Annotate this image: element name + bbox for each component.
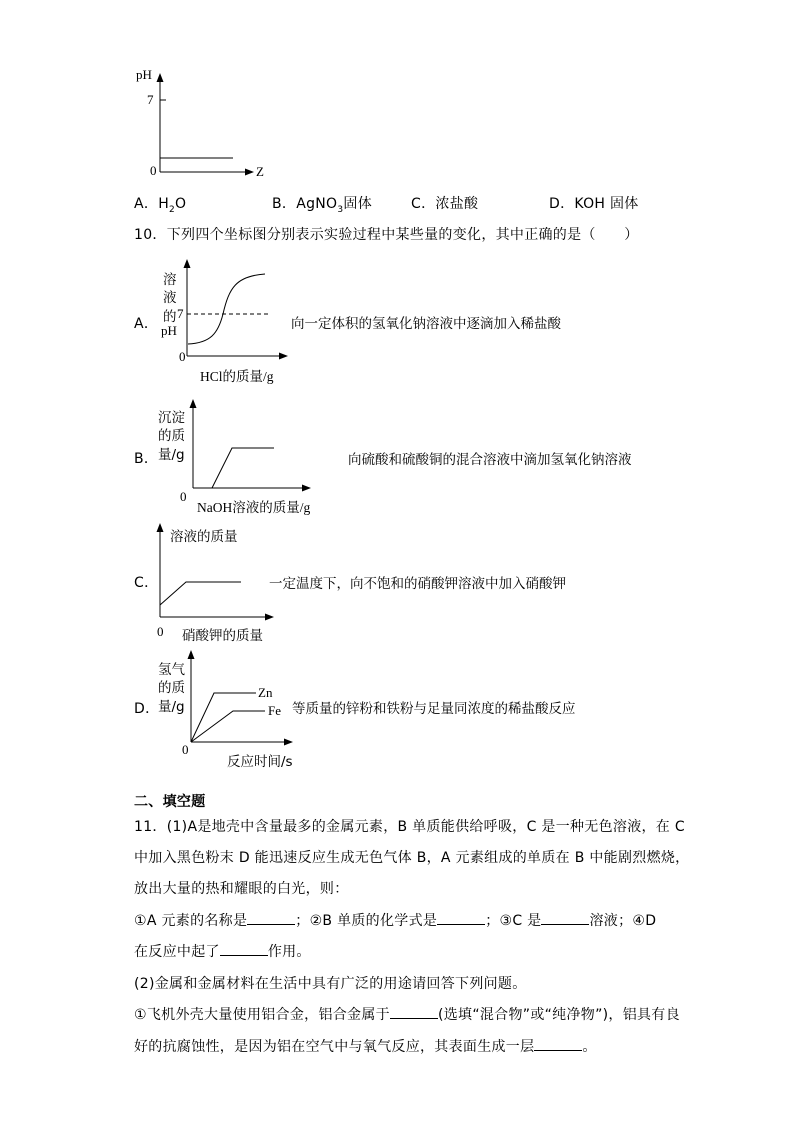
blank-b-formula[interactable] — [437, 912, 485, 925]
formula-subscript: 2 — [169, 204, 176, 215]
formula-part: H — [158, 196, 170, 212]
q10-d-curve-zn: Zn — [258, 685, 273, 700]
q10-d-ylabel-3: 量/g — [158, 699, 185, 715]
q10-d-xlabel: 反应时间/s — [227, 754, 293, 770]
q10-b-desc: 向硫酸和硫酸铜的混合溶液中滴加氢氧化钠溶液 — [348, 452, 632, 468]
q10-d-origin: 0 — [182, 742, 189, 757]
q11-line-4 — [134, 910, 656, 930]
text: ①A 元素的名称是 — [134, 913, 248, 929]
text: ；②B 单质的化学式是 — [295, 913, 438, 929]
q10-a-ylabel-4: pH — [161, 323, 177, 338]
option-letter: A． — [134, 196, 159, 212]
text: ①飞机外壳大量使用铝合金，铝合金属于 — [134, 1007, 390, 1023]
option-letter: C． — [134, 575, 159, 591]
formula-part: AgNO — [296, 196, 338, 212]
q10-b-xlabel: NaOH溶液的质量/g — [197, 500, 311, 515]
q11-line-2: 中加入黑色粉末 D 能迅速反应生成无色气体 B，A 元素组成的单质在 B 中能剧烈燃烧， — [134, 850, 690, 866]
blank-d-role[interactable] — [220, 943, 268, 956]
option-letter: D． — [134, 701, 160, 717]
q11-line-3: 放出大量的热和耀眼的白光，则： — [134, 881, 349, 897]
q10-c-xlabel: 硝酸钾的质量 — [182, 628, 263, 644]
formula-part: 固体 — [343, 196, 373, 212]
q10-c-desc: 一定温度下，向不饱和的硝酸钾溶液中加入硝酸钾 — [269, 576, 566, 592]
text: 好的抗腐蚀性，是因为铝在空气中与氧气反应，其表面生成一层 — [134, 1039, 535, 1055]
q9-xlabel: Z — [256, 164, 264, 179]
formula-subscript: 3 — [337, 204, 344, 215]
q10-d-curve-fe: Fe — [268, 703, 281, 718]
q10-c-origin: 0 — [157, 624, 164, 639]
q11-line-1: 11．(1)A是地壳中含量最多的金属元素，B 单质能供给呼吸，C 是一种无色溶液，在 C — [134, 819, 685, 835]
blank-c-solution[interactable] — [541, 912, 589, 925]
blank-oxide-layer[interactable] — [534, 1038, 582, 1051]
q10-d-ylabel-2: 的质 — [158, 680, 185, 696]
q10-b-ylabel-3: 量/g — [158, 447, 185, 463]
q10-a-ylabel-1: 溶 — [163, 272, 177, 288]
q10-a-origin: 0 — [179, 349, 186, 364]
text: ；③C 是 — [485, 913, 542, 929]
q10-b-ylabel-2: 的质 — [158, 428, 185, 444]
q10-b-origin: 0 — [180, 489, 187, 504]
option-letter: A． — [134, 316, 159, 332]
formula-part: O — [175, 196, 187, 212]
q10-stem: 10．下列四个坐标图分别表示实验过程中某些量的变化，其中正确的是（ ） — [134, 227, 639, 243]
q10-a-ytick-7: 7 — [177, 306, 184, 321]
option-text: KOH 固体 — [574, 196, 639, 212]
q11-line-7 — [134, 1004, 680, 1024]
q9-ytick-7: 7 — [147, 92, 154, 107]
text: 在反应中起了 — [134, 944, 220, 960]
section-heading: 二、填空题 — [134, 794, 206, 810]
text: 。 — [582, 1039, 597, 1055]
q11-line-8 — [134, 1036, 597, 1056]
blank-a-element-name[interactable] — [247, 912, 295, 925]
q10-a-ylabel-3: 的 — [163, 309, 177, 325]
q9-origin: 0 — [150, 163, 157, 178]
option-letter: C． — [411, 196, 436, 212]
q10-c-ylabel: 溶液的质量 — [170, 529, 238, 545]
q10-a-xlabel: HCl的质量/g — [200, 369, 274, 384]
option-letter: B． — [134, 451, 159, 467]
q10-d-desc: 等质量的锌粉和铁粉与足量同浓度的稀盐酸反应 — [292, 701, 576, 717]
text: 溶液；④D — [589, 913, 657, 929]
q9-ylabel: pH — [136, 67, 152, 82]
q10-b-ylabel-1: 沉淀 — [158, 410, 185, 426]
q10-a-ylabel-2: 液 — [163, 290, 177, 306]
blank-alloy-class[interactable] — [390, 1006, 438, 1019]
q10-d-ylabel-1: 氢气 — [158, 662, 185, 678]
q11-line-5 — [134, 941, 311, 961]
text: (选填“混合物”或“纯净物”)，铝具有良 — [437, 1007, 680, 1023]
q10-a-desc: 向一定体积的氢氧化钠溶液中逐滴加入稀盐酸 — [291, 316, 561, 332]
q11-line-6: (2)金属和金属材料在生活中具有广泛的用途请回答下列问题。 — [134, 976, 527, 992]
option-letter: B． — [272, 196, 297, 212]
text: 作用。 — [267, 944, 311, 960]
option-text: 浓盐酸 — [435, 196, 479, 212]
option-letter: D． — [549, 196, 575, 212]
